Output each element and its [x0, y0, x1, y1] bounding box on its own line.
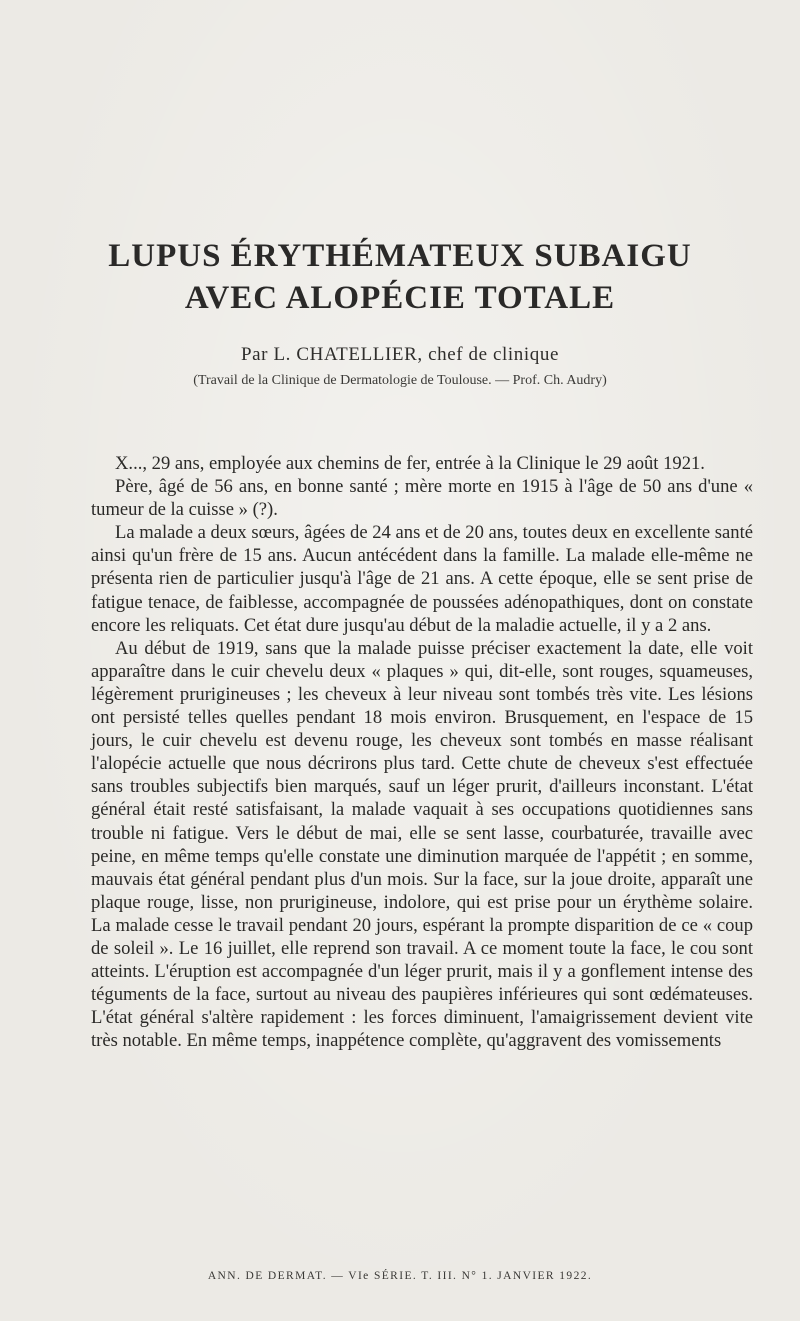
body-paragraph: X..., 29 ans, employée aux chemins de fer, entrée à la Clinique le 29 août 1921. — [115, 453, 705, 474]
article-title-line-1: LUPUS ÉRYTHÉMATEUX SUBAIGU — [108, 238, 692, 274]
body-paragraph: Au début de 1919, sans que la malade puisse préciser exactement la date, elle voit apparaître dans le cuir chevelu deux « plaques » qui, dit-elle, sont rouges, squameuses, légèrement prurigineuses ; les cheveux à leur niveau sont tombés très vite. Les lésions ont persisté telles quelles pendant 18 mois environ. Brusquement, en l'espace de 15 jours, le cuir chevelu est devenu rouge, les cheveux sont tombés en masse réalisant l'alopécie actuelle que nous décrirons plus tard. Cette chute de cheveux s'est effectuée sans troubles subjectifs bien marqués, sauf un léger prurit, d'ailleurs inconstant. L'état général était resté satisfaisant, la malade vaquait à ses occupations quotidiennes sans trouble ni fatigue. Vers le début de mai, elle se sent lasse, courbaturée, travaille avec peine, en même temps qu'elle constate une diminution marquée de l'appétit ; en somme, mauvais état général pendant plus d'un mois. Sur la face, sur la joue droite, apparaît une plaque rouge, lisse, non prurigineuse, indolore, qui est prise pour un érythème solaire. La malade cesse le travail pendant 20 jours, espérant la prompte disparition de ce « coup de soleil ». Le 16 juillet, elle reprend son travail. A ce moment toute la face, le cou sont atteints. L'éruption est accompagnée d'un léger prurit, mais il y a gonflement intense des téguments de la face, surtout au niveau des paupières inférieures qui sont œdémateuses. L'état général s'altère rapidement : les forces diminuent, l'amaigrissement devient vite très notable. En même temps, inappétence complète, qu'aggravent des vomissements — [91, 637, 753, 1052]
article-title-line-2: AVEC ALOPÉCIE TOTALE — [184, 280, 616, 316]
affiliation-note: (Travail de la Clinique de Dermatologie de Toulouse. — Prof. Ch. Audry) — [193, 373, 607, 388]
article-body — [91, 452, 753, 1052]
body-paragraph: La malade a deux sœurs, âgées de 24 ans et de 20 ans, toutes deux en excellente santé ainsi qu'un frère de 15 ans. Aucun antécédent dans la famille. La malade elle-même ne présenta rien de particulier jusqu'à l'âge de 21 ans. A cette époque, elle se sent prise de fatigue tenace, de faiblesse, accompagnée de poussées adénopathiques, dont on constate encore les reliquats. Cet état dure jusqu'au début de la maladie actuelle, il y a 2 ans. — [91, 522, 753, 636]
author-byline: Par L. CHATELLIER, chef de clinique — [240, 344, 560, 365]
body-paragraph: Père, âgé de 56 ans, en bonne santé ; mère morte en 1915 à l'âge de 50 ans d'une « tumeur de la cuisse » (?). — [91, 476, 753, 521]
journal-footer: ANN. DE DERMAT. — VIe SÉRIE. T. III. N° 1. JANVIER 1922. — [207, 1270, 593, 1282]
